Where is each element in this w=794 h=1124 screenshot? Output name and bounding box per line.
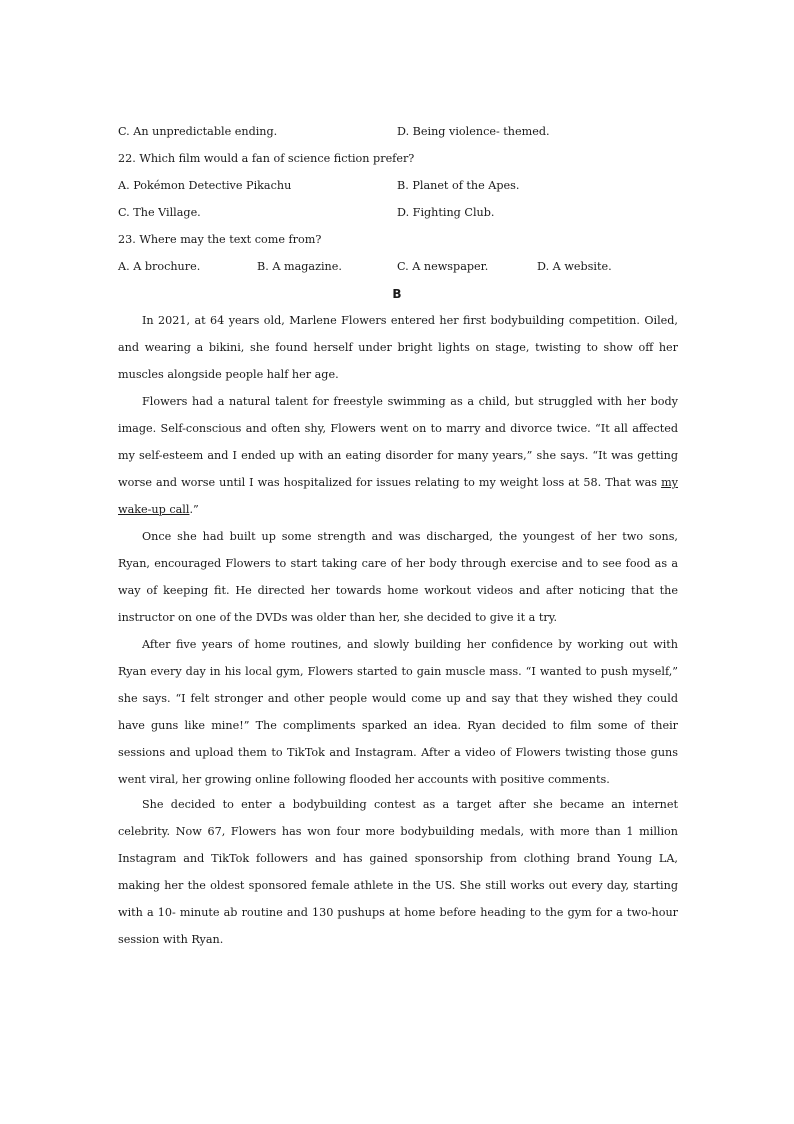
paragraph-2-text: Flowers had a natural talent for freestyle swimming as a child, but struggled with her body image. Self-conscious and often shy, Flowers went on to marry and divorce twice. “It all affected my self-esteem and I ended up with an eating disorder for many years,” she says. “It was getting worse and worse until I was hospitalized for issues relating to my weight loss at 58. That was bbox=[118, 395, 678, 489]
q22-question: 22. Which film would a fan of science fiction prefer? bbox=[118, 152, 415, 165]
underlined-phrase: my wake-up call bbox=[118, 476, 678, 516]
paragraph-2-end: .” bbox=[189, 503, 199, 516]
passage-paragraph-2 bbox=[118, 388, 678, 523]
q21-option-c: C. An unpredictable ending. bbox=[118, 125, 278, 138]
q22-option-d: D. Fighting Club. bbox=[397, 206, 495, 219]
section-heading: B bbox=[392, 287, 402, 301]
passage-paragraph-5: She decided to enter a bodybuilding contest as a target after she became an internet celebrity. Now 67, Flowers has won four more bodybuilding medals, with more than 1 million Instagram and TikTok followers and has gained sponsorship from clothing brand Young LA, making her the oldest sponsored female athlete in the US. She still works out every day, starting with a 10- minute ab routine and 130 pushups at home before heading to the gym for a two-hour session with Ryan. bbox=[118, 798, 678, 946]
q21-option-d: D. Being violence- themed. bbox=[397, 125, 550, 138]
q23-option-a: A. A brochure. bbox=[118, 260, 201, 273]
q22-option-a: A. Pokémon Detective Pikachu bbox=[118, 179, 292, 192]
q22-option-c: C. The Village. bbox=[118, 206, 201, 219]
q23-option-b: B. A magazine. bbox=[257, 260, 342, 273]
q23-option-c: C. A newspaper. bbox=[397, 260, 489, 273]
passage-paragraph-4: After five years of home routines, and slowly building her confidence by working out with Ryan every day in his local gym, Flowers started to gain muscle mass. “I wanted to push myself,” she says. “I felt stronger and other people would come up and say that they wished they could have guns like mine!” The compliments sparked an idea. Ryan decided to film some of their sessions and upload them to TikTok and Instagram. After a video of Flowers twisting those guns went viral, her growing online following flooded her accounts with positive comments. bbox=[118, 638, 678, 786]
passage-paragraph-1: In 2021, at 64 years old, Marlene Flowers entered her first bodybuilding competition. Oiled, and wearing a bikini, she found herself under bright lights on stage, twisting to show off her muscles alongside people half her age. bbox=[118, 314, 678, 381]
q23-option-d: D. A website. bbox=[537, 260, 612, 273]
q22-option-b: B. Planet of the Apes. bbox=[397, 179, 520, 192]
q23-question: 23. Where may the text come from? bbox=[118, 233, 322, 246]
passage-paragraph-3: Once she had built up some strength and was discharged, the youngest of her two sons, Ryan, encouraged Flowers to start taking care of her body through exercise and to see food as a way of keeping fit. He directed her towards home workout videos and after noticing that the instructor on one of the DVDs was older than her, she decided to give it a try. bbox=[118, 530, 678, 624]
